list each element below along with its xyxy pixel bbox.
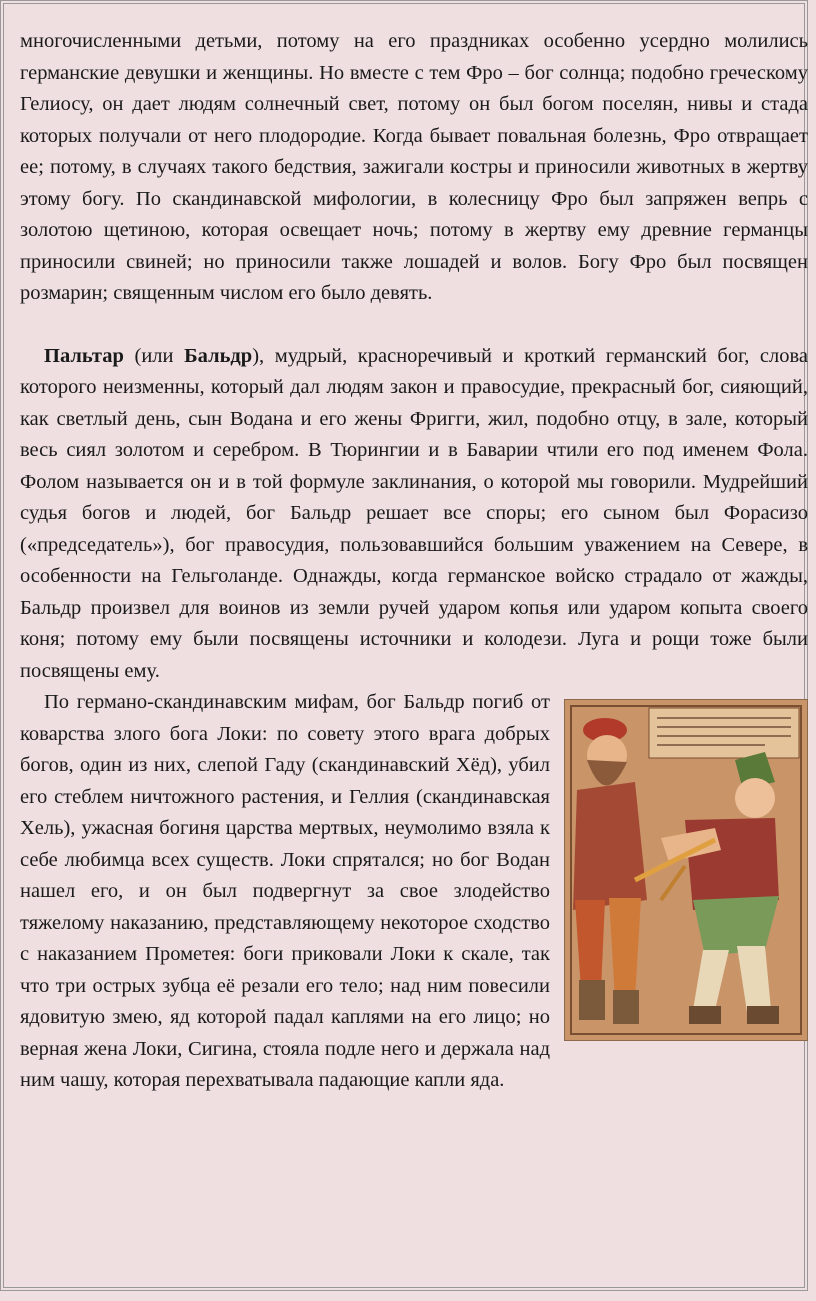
name-paltar: Пальтар [44,344,124,367]
illustration-baldr-death [564,699,808,1041]
paragraph-baldr: Пальтар (или Бальдр), мудрый, красноречивый и кроткий германский бог, слова которого неизменны, который дал людям закон и правосудие, прекрасный бог, сияющий, как светлый день, сын Водана и его жены Фригги, жил, подобно отцу, в зале, который весь сиял золотом и серебром. В Тюрингии и в Баварии чтили его под именем Фола. Фолом называется он и в той формуле заклинания, о которой мы говорили. Мудрейший судья богов и людей, бог Бальдр решает все споры; его сыном был Форасизо («председатель»), бог правосудия, пользовавшийся большим уважением на Севере, в особенности на Гельголанде. Однажды, когда германское войско страдало от жажды, Бальдр произвел для воинов из земли ручей ударом копья или ударом копыта своего коня; потому ему были посвящены источники и колодези. Луга и рощи тоже были посвящены ему. [20,344,808,682]
name-baldr: Бальдр [184,344,253,367]
document-body [20,26,808,1097]
paragraph-loki: По германо-скандинавским мифам, бог Бальдр погиб от коварства злого бога Локи: по совету этого врага добрых богов, один из них, слепой Гаду (скандинавский Хёд), убил его стеблем ничтожного растения, и Геллия (скандинавская Хель), ужасная богиня царства мертвых, неумолимо взяла к себе любимца всех существ. Локи спрятался; но бог Водан нашел его, и он был подвергнут за свое злодейство тяжелому наказанию, представляющему некоторое сходство с наказанием Прометея: боги приковали Локи к скале, так что три острых зубца её резали его тело; над ним повесили ядовитую змею, яд которой падал каплями на его лицо; но верная жена Локи, Сигина, стояла подле него и держала над ним чашу, которая перехватывала падающие капли яда. [20,691,550,1091]
paragraph-fro: многочисленными детьми, потому на его праздниках особенно усердно молились германские девушки и женщины. Но вместе с тем Фро – бог солнца; подобно греческому Гелиосу, он дает людям солнечный свет, потому он был богом поселян, нивы и стада которых получали от него плодородие. Когда бывает повальная болезнь, Фро отвращает ее; потому, в случаях такого бедствия, зажигали костры и приносили животных в жертву этому богу. По скандинавской мифологии, в колесницу Фро был запряжен вепрь с золотою щетиною, которая освещает ночь; потому в жертву ему древние германцы приносили свиней; но приносили также лошадей и волов. Богу Фро был посвящен розмарин; священным числом его было девять. [20,30,808,304]
